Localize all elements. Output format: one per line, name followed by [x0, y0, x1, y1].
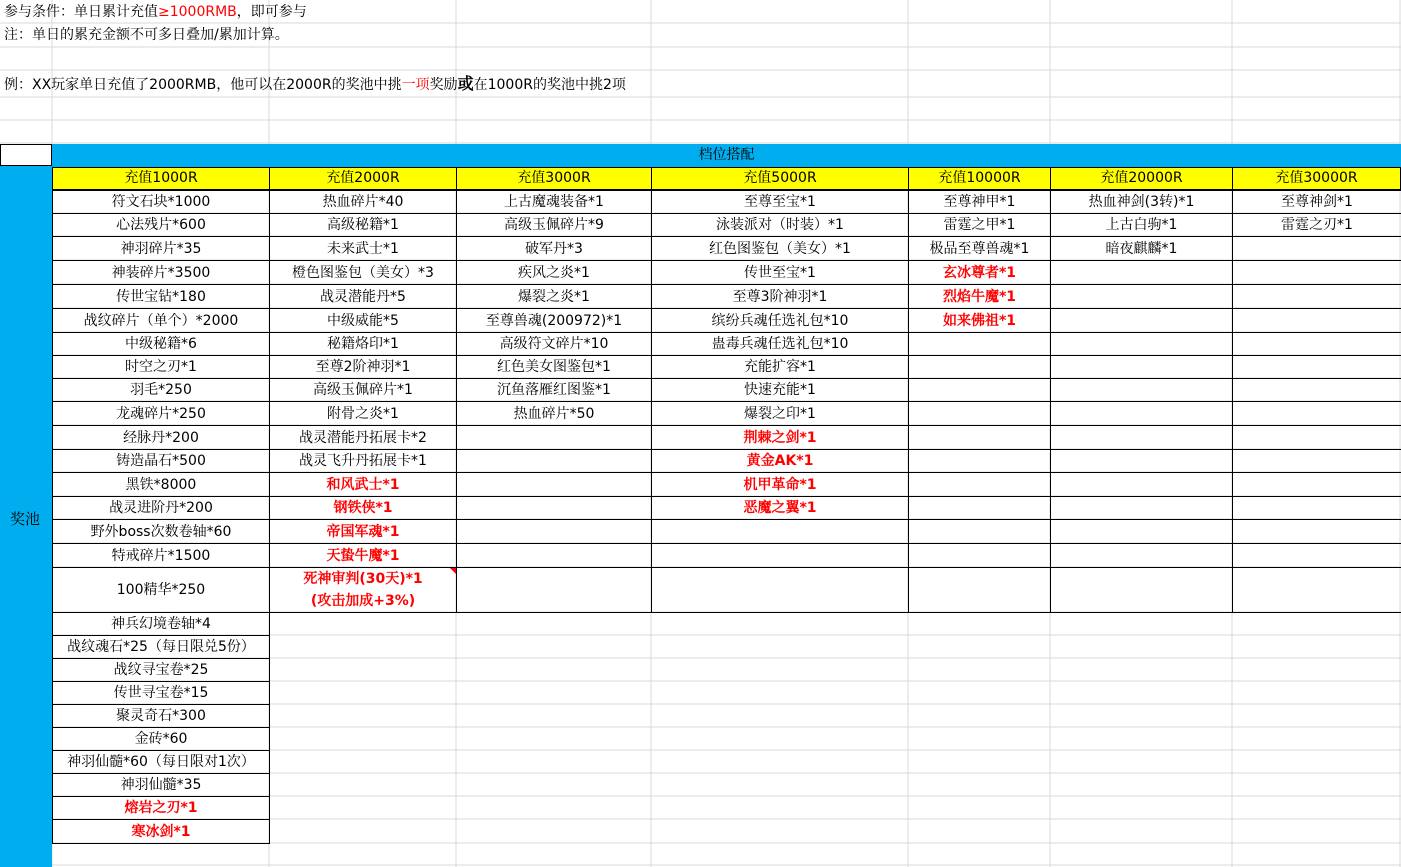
table-row: [53, 426, 1401, 450]
reward-cell: 铸造晶石*500: [53, 450, 270, 473]
empty-cell: [652, 774, 909, 797]
reward-cell: 心法残片*600: [53, 214, 270, 237]
tier-header-5: 充值10000R: [908, 167, 1050, 190]
empty-cell: [1051, 402, 1233, 426]
empty-cell: [1051, 659, 1233, 682]
empty-cell: [652, 705, 909, 728]
empty-cell: [1051, 728, 1233, 751]
empty-cell: [909, 426, 1051, 450]
empty-cell: [457, 544, 652, 568]
reward-cell: 羽毛*250: [53, 379, 270, 402]
reward-cell: 热血神剑(3转)*1: [1051, 191, 1233, 214]
empty-cell: [909, 402, 1051, 426]
table-row: [53, 774, 1401, 797]
reward-cell: 未来武士*1: [270, 237, 457, 261]
empty-cell: [652, 682, 909, 705]
reward-cell: 中级威能*5: [270, 309, 457, 333]
reward-cell: 神兵幻境卷轴*4: [53, 613, 270, 636]
tier-header-1: 充值1000R: [52, 167, 269, 190]
reward-cell: 黑铁*8000: [53, 473, 270, 497]
reward-cell: 高级符文碎片*10: [457, 333, 652, 356]
reward-cell: 热血碎片*50: [457, 402, 652, 426]
table-row: [53, 237, 1401, 261]
empty-cell: [652, 636, 909, 659]
empty-cell: [270, 797, 457, 820]
empty-cell: [652, 520, 909, 544]
empty-cell: [652, 544, 909, 568]
reward-cell: 战纹碎片（单个）*2000: [53, 309, 270, 333]
reward-cell: 帝国军魂*1: [270, 520, 457, 544]
reward-cell: 极品至尊兽魂*1: [909, 237, 1051, 261]
reward-cell: 烈焰牛魔*1: [909, 285, 1051, 309]
table-row: [53, 520, 1401, 544]
empty-cell: [1233, 682, 1401, 705]
reward-cell: 战纹寻宝卷*25: [53, 659, 270, 682]
reward-cell: 和风武士*1: [270, 473, 457, 497]
empty-cell: [1051, 705, 1233, 728]
empty-cell: [457, 705, 652, 728]
empty-cell: [909, 520, 1051, 544]
empty-cell: [457, 636, 652, 659]
reward-pool-table: [52, 190, 1401, 844]
empty-cell: [457, 682, 652, 705]
empty-cell: [909, 774, 1051, 797]
empty-cell: [457, 613, 652, 636]
reward-cell: [270, 568, 457, 613]
empty-cell: [1233, 751, 1401, 774]
corner-cell: [0, 144, 52, 166]
reward-cell: 战灵进阶丹*200: [53, 497, 270, 520]
empty-cell: [909, 450, 1051, 473]
table-row: [53, 285, 1401, 309]
empty-cell: [1233, 774, 1401, 797]
table-row: [53, 751, 1401, 774]
empty-cell: [457, 751, 652, 774]
empty-cell: [270, 613, 457, 636]
table-row: [53, 568, 1401, 613]
tier-header-3: 充值3000R: [456, 167, 651, 190]
reward-cell: 高级秘籍*1: [270, 214, 457, 237]
reward-cell: 战灵飞升丹拓展卡*1: [270, 450, 457, 473]
reward-cell: 缤纷兵魂任选礼包*10: [652, 309, 909, 333]
empty-cell: [1233, 497, 1401, 520]
empty-cell: [1051, 751, 1233, 774]
empty-cell: [1051, 333, 1233, 356]
reward-cell: 聚灵奇石*300: [53, 705, 270, 728]
reward-cell: 天蛰牛魔*1: [270, 544, 457, 568]
table-row: [53, 379, 1401, 402]
empty-cell: [1051, 497, 1233, 520]
reward-cell: 机甲革命*1: [652, 473, 909, 497]
tier-header-4: 充值5000R: [651, 167, 908, 190]
empty-cell: [1051, 520, 1233, 544]
empty-cell: [909, 333, 1051, 356]
empty-cell: [1233, 473, 1401, 497]
reward-cell: 神装碎片*3500: [53, 261, 270, 285]
empty-cell: [270, 774, 457, 797]
empty-cell: [909, 682, 1051, 705]
reward-cell: 金砖*60: [53, 728, 270, 751]
empty-cell: [270, 659, 457, 682]
reward-cell: 爆裂之炎*1: [457, 285, 652, 309]
reward-cell: 至尊兽魂(200972)*1: [457, 309, 652, 333]
empty-cell: [1233, 402, 1401, 426]
empty-cell: [909, 636, 1051, 659]
empty-cell: [270, 636, 457, 659]
reward-cell: 神羽仙髓*35: [53, 774, 270, 797]
table-row: [53, 659, 1401, 682]
reward-cell: 特戒碎片*1500: [53, 544, 270, 568]
reward-cell: 雷霆之甲*1: [909, 214, 1051, 237]
empty-cell: [909, 497, 1051, 520]
reward-cell: 疾风之炎*1: [457, 261, 652, 285]
empty-cell: [270, 820, 457, 844]
table-row: [53, 705, 1401, 728]
reward-cell: 高级玉佩碎片*1: [270, 379, 457, 402]
empty-cell: [1051, 285, 1233, 309]
reward-cell: 战灵潜能丹*5: [270, 285, 457, 309]
empty-cell: [1051, 568, 1233, 613]
table-row: [53, 356, 1401, 379]
empty-cell: [652, 820, 909, 844]
empty-cell: [270, 728, 457, 751]
reward-cell: 雷霆之刃*1: [1233, 214, 1401, 237]
table-row: [53, 544, 1401, 568]
empty-cell: [1233, 820, 1401, 844]
table-row: [53, 728, 1401, 751]
reward-cell: 寒冰剑*1: [53, 820, 270, 844]
empty-cell: [457, 728, 652, 751]
empty-cell: [652, 728, 909, 751]
empty-cell: [1233, 728, 1401, 751]
empty-cell: [652, 797, 909, 820]
reward-cell: 符文石块*1000: [53, 191, 270, 214]
table-row: [53, 682, 1401, 705]
empty-cell: [909, 705, 1051, 728]
empty-cell: [909, 659, 1051, 682]
reward-cell: 至尊神剑*1: [1233, 191, 1401, 214]
empty-cell: [270, 751, 457, 774]
empty-cell: [909, 568, 1051, 613]
tier-header-6: 充值20000R: [1050, 167, 1232, 190]
empty-cell: [457, 774, 652, 797]
empty-cell: [1051, 261, 1233, 285]
table-row: [53, 450, 1401, 473]
reward-cell: 至尊2阶神羽*1: [270, 356, 457, 379]
example-line: 例：XX玩家单日充值了2000RMB，他可以在2000R的奖池中挑一项奖励或在1000R的奖池中挑2项: [4, 74, 626, 93]
empty-cell: [457, 520, 652, 544]
empty-cell: [652, 659, 909, 682]
empty-cell: [457, 497, 652, 520]
empty-cell: [1233, 356, 1401, 379]
reward-cell: 荆棘之剑*1: [652, 426, 909, 450]
empty-cell: [1233, 544, 1401, 568]
empty-cell: [270, 682, 457, 705]
reward-cell: 充能扩容*1: [652, 356, 909, 379]
empty-cell: [1051, 379, 1233, 402]
empty-cell: [1233, 261, 1401, 285]
reward-cell: 野外boss次数卷轴*60: [53, 520, 270, 544]
condition-amount: ≥1000RMB: [158, 4, 237, 20]
tier-header-7: 充值30000R: [1232, 167, 1401, 190]
empty-cell: [909, 473, 1051, 497]
empty-cell: [1051, 820, 1233, 844]
empty-cell: [1233, 450, 1401, 473]
reward-cell: 钢铁侠*1: [270, 497, 457, 520]
reward-cell: 神羽仙髓*60（每日限对1次）: [53, 751, 270, 774]
reward-cell: 黄金AK*1: [652, 450, 909, 473]
reward-cell: 快速充能*1: [652, 379, 909, 402]
reward-cell: 暗夜麒麟*1: [1051, 237, 1233, 261]
empty-cell: [1051, 356, 1233, 379]
empty-cell: [1051, 774, 1233, 797]
reward-cell: 沉鱼落雁红图鉴*1: [457, 379, 652, 402]
empty-cell: [1233, 636, 1401, 659]
comment-indicator-icon[interactable]: [450, 568, 456, 574]
empty-cell: [1233, 659, 1401, 682]
tier-header-2: 充值2000R: [269, 167, 456, 190]
reward-cell: 热血碎片*40: [270, 191, 457, 214]
empty-cell: [1233, 309, 1401, 333]
empty-cell: [1051, 797, 1233, 820]
reward-cell: 恶魔之翼*1: [652, 497, 909, 520]
note-line: 注：单日的累充金额不可多日叠加/累加计算。: [4, 27, 289, 43]
reward-cell: 神羽碎片*35: [53, 237, 270, 261]
reward-cell: 上古白驹*1: [1051, 214, 1233, 237]
empty-cell: [1233, 797, 1401, 820]
reward-note: (攻击加成+3%): [310, 593, 416, 609]
empty-cell: [1233, 333, 1401, 356]
empty-cell: [1051, 544, 1233, 568]
empty-cell: [652, 613, 909, 636]
table-row: [53, 820, 1401, 844]
table-row: [53, 636, 1401, 659]
empty-cell: [909, 728, 1051, 751]
table-row: [53, 613, 1401, 636]
empty-cell: [909, 544, 1051, 568]
table-row: [53, 473, 1401, 497]
empty-cell: [909, 751, 1051, 774]
empty-cell: [909, 379, 1051, 402]
reward-cell: 至尊3阶神羽*1: [652, 285, 909, 309]
reward-cell: 传世宝钻*180: [53, 285, 270, 309]
empty-cell: [1233, 285, 1401, 309]
empty-cell: [652, 568, 909, 613]
reward-cell: 高级玉佩碎片*9: [457, 214, 652, 237]
reward-cell: 玄冰尊者*1: [909, 261, 1051, 285]
pool-label: 奖池: [10, 510, 41, 528]
table-row: [53, 402, 1401, 426]
empty-cell: [457, 797, 652, 820]
empty-cell: [909, 613, 1051, 636]
empty-cell: [457, 450, 652, 473]
table-row: [53, 797, 1401, 820]
empty-cell: [1233, 520, 1401, 544]
empty-cell: [909, 356, 1051, 379]
reward-cell: 泳装派对（时装）*1: [652, 214, 909, 237]
table-row: [53, 261, 1401, 285]
empty-cell: [1051, 426, 1233, 450]
reward-cell: 熔岩之刃*1: [53, 797, 270, 820]
empty-cell: [909, 820, 1051, 844]
reward-cell: 爆裂之印*1: [652, 402, 909, 426]
reward-cell: 100精华*250: [53, 568, 270, 613]
reward-cell: 至尊神甲*1: [909, 191, 1051, 214]
empty-cell: [1233, 426, 1401, 450]
reward-cell: 龙魂碎片*250: [53, 402, 270, 426]
empty-cell: [1233, 237, 1401, 261]
empty-cell: [1051, 450, 1233, 473]
participation-condition: 参与条件：单日累计充值≥1000RMB，即可参与: [4, 4, 307, 20]
reward-cell: 上古魔魂装备*1: [457, 191, 652, 214]
empty-cell: [1051, 682, 1233, 705]
empty-cell: [457, 426, 652, 450]
reward-cell: 经脉丹*200: [53, 426, 270, 450]
reward-cell: 附骨之炎*1: [270, 402, 457, 426]
reward-cell: 传世寻宝卷*15: [53, 682, 270, 705]
reward-name: 死神审判(30天)*1: [303, 571, 423, 587]
empty-cell: [457, 659, 652, 682]
empty-cell: [457, 568, 652, 613]
empty-cell: [652, 751, 909, 774]
reward-cell: 红色图鉴包（美女）*1: [652, 237, 909, 261]
reward-cell: 战灵潜能丹拓展卡*2: [270, 426, 457, 450]
reward-cell: 橙色图鉴包（美女）*3: [270, 261, 457, 285]
empty-cell: [1051, 613, 1233, 636]
empty-cell: [457, 820, 652, 844]
reward-cell: 秘籍烙印*1: [270, 333, 457, 356]
empty-cell: [1233, 379, 1401, 402]
reward-cell: 传世至宝*1: [652, 261, 909, 285]
empty-cell: [909, 797, 1051, 820]
reward-cell: 红色美女图鉴包*1: [457, 356, 652, 379]
empty-cell: [1233, 568, 1401, 613]
table-row: [53, 214, 1401, 237]
reward-cell: 破军丹*3: [457, 237, 652, 261]
empty-cell: [270, 705, 457, 728]
table-row: [53, 497, 1401, 520]
table-row: [53, 191, 1401, 214]
reward-cell: 蛊毒兵魂任选礼包*10: [652, 333, 909, 356]
reward-cell: 至尊至宝*1: [652, 191, 909, 214]
empty-cell: [1233, 613, 1401, 636]
empty-cell: [1051, 309, 1233, 333]
empty-cell: [1233, 705, 1401, 728]
reward-cell: 战纹魂石*25（每日限兑5份）: [53, 636, 270, 659]
empty-cell: [457, 473, 652, 497]
table-row: [53, 309, 1401, 333]
reward-cell: 时空之刃*1: [53, 356, 270, 379]
tier-band-title: 档位搭配: [698, 147, 755, 163]
empty-cell: [1051, 473, 1233, 497]
reward-cell: 中级秘籍*6: [53, 333, 270, 356]
table-row: [53, 333, 1401, 356]
reward-cell: 如来佛祖*1: [909, 309, 1051, 333]
empty-cell: [1051, 636, 1233, 659]
